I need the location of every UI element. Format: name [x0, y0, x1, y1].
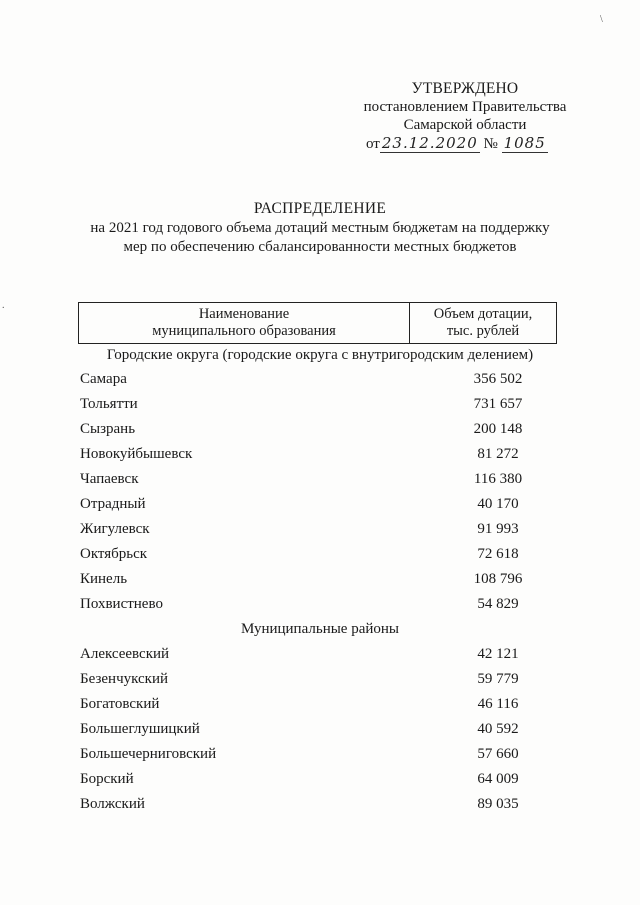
- table-row: [80, 646, 560, 664]
- table-row: [80, 421, 560, 439]
- row-name: Новокуйбышевск: [80, 446, 193, 462]
- row-name: Волжский: [80, 796, 145, 812]
- row-name: Кинель: [80, 571, 128, 587]
- header-name-line-2: муниципального образования: [152, 322, 336, 339]
- table-row: [80, 796, 560, 814]
- section-title: Городские округа (городские округа с внутригородским делением): [106, 347, 534, 363]
- approval-line-1: постановлением Правительства: [363, 99, 567, 115]
- row-value: 108 796: [473, 571, 523, 587]
- table-row: [80, 696, 560, 714]
- table-row: [80, 671, 560, 689]
- row-value: 72 618: [477, 546, 519, 562]
- row-value: 59 779: [477, 671, 519, 687]
- header-name-line-1: Наименование: [198, 305, 290, 322]
- handwritten-date: 23.12.2020: [381, 134, 478, 152]
- row-name: Большеглушицкий: [80, 721, 200, 737]
- approved-label: УТВЕРЖДЕНО: [411, 80, 519, 97]
- row-name: Богатовский: [80, 696, 160, 712]
- scan-mark: .: [2, 300, 5, 311]
- date-prefix: от: [366, 136, 380, 152]
- row-name: Самара: [80, 371, 127, 387]
- table-row: [80, 596, 560, 614]
- table-row: [80, 521, 560, 539]
- approval-line-2: Самарской области: [403, 117, 527, 133]
- table-header: [78, 302, 557, 344]
- row-name: Октябрьск: [80, 546, 148, 562]
- row-value: 731 657: [473, 396, 523, 412]
- table-row: [80, 546, 560, 564]
- header-value-line-2: тыс. рублей: [446, 322, 520, 339]
- row-value: 46 116: [477, 696, 519, 712]
- row-value: 89 035: [477, 796, 519, 812]
- row-name: Алексеевский: [80, 646, 170, 662]
- row-name: Борский: [80, 771, 134, 787]
- table-row: [80, 771, 560, 789]
- row-name: Безенчукский: [80, 671, 169, 687]
- table-row: [80, 371, 560, 389]
- approval-stamp: [340, 80, 590, 153]
- table-row: [80, 721, 560, 739]
- row-value: 40 592: [477, 721, 519, 737]
- row-value: 42 121: [477, 646, 519, 662]
- row-value: 91 993: [477, 521, 519, 537]
- title-line-2: мер по обеспечению сбалансированности местных бюджетов: [123, 239, 517, 255]
- row-name: Отрадный: [80, 496, 146, 512]
- table-row: [80, 496, 560, 514]
- row-name: Похвистнево: [80, 596, 163, 612]
- table-row: [80, 446, 560, 464]
- document-title: [60, 200, 580, 256]
- handwritten-number: 1085: [503, 134, 546, 152]
- row-value: 64 009: [477, 771, 519, 787]
- header-value-column: [410, 303, 557, 344]
- section-title: Муниципальные районы: [240, 621, 400, 637]
- row-value: 40 170: [477, 496, 519, 512]
- header-value-line-1: Объем дотации,: [433, 305, 533, 322]
- row-value: 356 502: [473, 371, 523, 387]
- row-value: 200 148: [473, 421, 523, 437]
- row-value: 57 660: [477, 746, 519, 762]
- header-name-column: [79, 303, 410, 344]
- row-name: Тольятти: [80, 396, 138, 412]
- table-row: [80, 471, 560, 489]
- row-name: Жигулевск: [80, 521, 150, 537]
- table-row: [80, 746, 560, 764]
- row-name: Чапаевск: [80, 471, 139, 487]
- table-row: [80, 396, 560, 414]
- approval-date-line: [340, 134, 590, 153]
- number-prefix: №: [483, 136, 498, 152]
- row-name: Сызрань: [80, 421, 136, 437]
- table-row: [80, 571, 560, 589]
- row-value: 81 272: [477, 446, 519, 462]
- row-value: 54 829: [477, 596, 519, 612]
- scan-mark: \: [600, 14, 603, 25]
- row-value: 116 380: [473, 471, 523, 487]
- title-heading: РАСПРЕДЕЛЕНИЕ: [253, 200, 387, 217]
- row-name: Большечерниговский: [80, 746, 217, 762]
- title-line-1: на 2021 год годового объема дотаций местным бюджетам на поддержку: [90, 220, 550, 236]
